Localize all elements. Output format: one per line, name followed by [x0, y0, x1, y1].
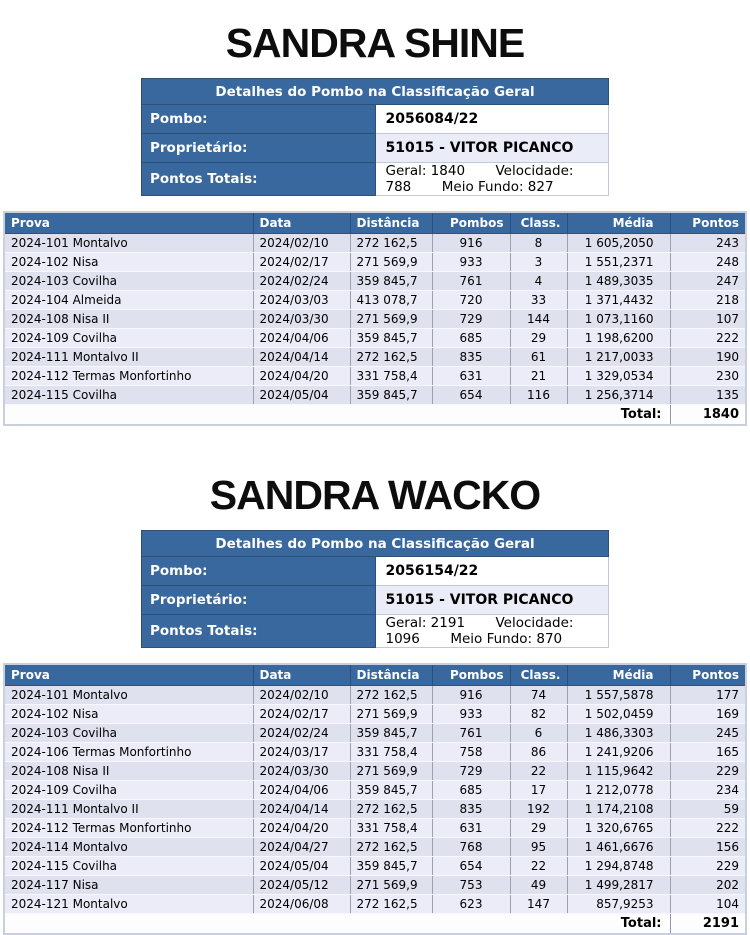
- cell-distancia: 359 845,7: [350, 781, 432, 800]
- cell-data: 2024/04/06: [253, 329, 350, 348]
- cell-pontos: 107: [670, 310, 746, 329]
- table-row: [4, 348, 746, 367]
- cell-media: 1 486,3303: [567, 724, 670, 743]
- cell-prova: 2024-115 Covilha: [4, 386, 253, 405]
- cell-media: 1 073,1160: [567, 310, 670, 329]
- table-row: [4, 800, 746, 819]
- pombo-label: Pombo:: [142, 557, 376, 586]
- cell-data: 2024/03/03: [253, 291, 350, 310]
- cell-class: 82: [510, 705, 567, 724]
- col-media: Média: [567, 664, 670, 686]
- details-row-pombo: [142, 557, 609, 586]
- col-pontos: Pontos: [670, 212, 746, 234]
- cell-media: 1 198,6200: [567, 329, 670, 348]
- cell-distancia: 272 162,5: [350, 895, 432, 914]
- cell-media: 1 174,2108: [567, 800, 670, 819]
- cell-prova: 2024-115 Covilha: [4, 857, 253, 876]
- details-header-row: [142, 531, 609, 557]
- cell-pontos: 135: [670, 386, 746, 405]
- cell-prova: 2024-102 Nisa: [4, 705, 253, 724]
- cell-media: 1 371,4432: [567, 291, 670, 310]
- cell-pombos: 835: [432, 800, 510, 819]
- cell-pombos: 761: [432, 272, 510, 291]
- pigeon-section-sandra-wacko: [0, 452, 750, 935]
- col-data: Data: [253, 212, 350, 234]
- cell-media: 1 489,3035: [567, 272, 670, 291]
- cell-class: 22: [510, 857, 567, 876]
- pontos-totais-label: Pontos Totais:: [142, 615, 376, 648]
- cell-media: 1 115,9642: [567, 762, 670, 781]
- cell-class: 29: [510, 329, 567, 348]
- cell-media: 1 605,2050: [567, 234, 670, 253]
- cell-data: 2024/04/06: [253, 781, 350, 800]
- table-row: [4, 367, 746, 386]
- cell-pombos: 720: [432, 291, 510, 310]
- pombo-value: 2056084/22: [375, 105, 609, 134]
- details-header: Detalhes do Pombo na Classificação Geral: [142, 79, 609, 105]
- cell-distancia: 413 078,7: [350, 291, 432, 310]
- cell-pontos: 234: [670, 781, 746, 800]
- cell-class: 4: [510, 272, 567, 291]
- cell-media: 1 217,0033: [567, 348, 670, 367]
- col-prova: Prova: [4, 664, 253, 686]
- cell-distancia: 271 569,9: [350, 310, 432, 329]
- cell-distancia: 331 758,4: [350, 367, 432, 386]
- cell-distancia: 272 162,5: [350, 686, 432, 705]
- table-row: [4, 234, 746, 253]
- cell-data: 2024/03/17: [253, 743, 350, 762]
- cell-pontos: 165: [670, 743, 746, 762]
- cell-pombos: 729: [432, 762, 510, 781]
- col-data: Data: [253, 664, 350, 686]
- cell-distancia: 359 845,7: [350, 724, 432, 743]
- cell-class: 29: [510, 819, 567, 838]
- cell-data: 2024/02/10: [253, 234, 350, 253]
- cell-class: 95: [510, 838, 567, 857]
- results-table-header: [4, 664, 746, 686]
- cell-pontos: 230: [670, 367, 746, 386]
- cell-data: 2024/02/17: [253, 253, 350, 272]
- cell-pombos: 933: [432, 705, 510, 724]
- cell-distancia: 272 162,5: [350, 800, 432, 819]
- proprietario-value: 51015 - VITOR PICANCO: [375, 134, 609, 163]
- cell-pombos: 768: [432, 838, 510, 857]
- cell-pombos: 685: [432, 329, 510, 348]
- table-row: [4, 253, 746, 272]
- cell-pontos: 222: [670, 329, 746, 348]
- cell-data: 2024/05/04: [253, 386, 350, 405]
- cell-distancia: 331 758,4: [350, 819, 432, 838]
- page-title: SANDRA WACKO: [209, 472, 541, 518]
- cell-prova: 2024-103 Covilha: [4, 724, 253, 743]
- cell-prova: 2024-121 Montalvo: [4, 895, 253, 914]
- pontos-geral: Geral: 1840: [385, 163, 466, 179]
- table-row: [4, 743, 746, 762]
- cell-distancia: 359 845,7: [350, 272, 432, 291]
- details-header-row: [142, 79, 609, 105]
- cell-pombos: 916: [432, 234, 510, 253]
- cell-class: 144: [510, 310, 567, 329]
- cell-pontos: 247: [670, 272, 746, 291]
- pigeon-details-box: [141, 530, 609, 648]
- cell-media: 857,9253: [567, 895, 670, 914]
- cell-class: 192: [510, 800, 567, 819]
- col-prova: Prova: [4, 212, 253, 234]
- cell-prova: 2024-104 Almeida: [4, 291, 253, 310]
- cell-data: 2024/05/04: [253, 857, 350, 876]
- details-row-proprietario: [142, 134, 609, 163]
- cell-pontos: 229: [670, 762, 746, 781]
- cell-prova: 2024-109 Covilha: [4, 329, 253, 348]
- col-distancia: Distância: [350, 664, 432, 686]
- cell-media: 1 461,6676: [567, 838, 670, 857]
- cell-class: 147: [510, 895, 567, 914]
- col-media: Média: [567, 212, 670, 234]
- cell-prova: 2024-111 Montalvo II: [4, 348, 253, 367]
- cell-prova: 2024-114 Montalvo: [4, 838, 253, 857]
- cell-class: 61: [510, 348, 567, 367]
- cell-data: 2024/04/20: [253, 819, 350, 838]
- pontos-velocidade: Velocidade: 1096: [385, 615, 574, 647]
- pombo-label: Pombo:: [142, 105, 376, 134]
- pigeon-section-sandra-shine: [0, 0, 750, 426]
- col-pombos: Pombos: [432, 664, 510, 686]
- cell-data: 2024/02/24: [253, 272, 350, 291]
- cell-distancia: 359 845,7: [350, 329, 432, 348]
- pontos-totais-label: Pontos Totais:: [142, 163, 376, 196]
- cell-data: 2024/02/10: [253, 686, 350, 705]
- cell-media: 1 499,2817: [567, 876, 670, 895]
- cell-pontos: 177: [670, 686, 746, 705]
- cell-distancia: 271 569,9: [350, 762, 432, 781]
- cell-data: 2024/02/24: [253, 724, 350, 743]
- pontos-meio-fundo: Meio Fundo: 870: [450, 631, 563, 647]
- cell-pombos: 623: [432, 895, 510, 914]
- cell-data: 2024/03/30: [253, 310, 350, 329]
- proprietario-label: Proprietário:: [142, 586, 376, 615]
- col-pontos: Pontos: [670, 664, 746, 686]
- cell-data: 2024/04/14: [253, 348, 350, 367]
- cell-data: 2024/04/27: [253, 838, 350, 857]
- cell-pombos: 654: [432, 857, 510, 876]
- cell-class: 22: [510, 762, 567, 781]
- cell-pombos: 753: [432, 876, 510, 895]
- table-row: [4, 819, 746, 838]
- cell-data: 2024/04/14: [253, 800, 350, 819]
- cell-pombos: 685: [432, 781, 510, 800]
- cell-pombos: 835: [432, 348, 510, 367]
- cell-pombos: 933: [432, 253, 510, 272]
- cell-pontos: 229: [670, 857, 746, 876]
- cell-media: 1 320,6765: [567, 819, 670, 838]
- cell-prova: 2024-106 Termas Monfortinho: [4, 743, 253, 762]
- cell-prova: 2024-108 Nisa II: [4, 310, 253, 329]
- cell-distancia: 271 569,9: [350, 876, 432, 895]
- total-label: Total:: [4, 405, 670, 426]
- cell-data: 2024/03/30: [253, 762, 350, 781]
- cell-prova: 2024-117 Nisa: [4, 876, 253, 895]
- cell-pontos: 245: [670, 724, 746, 743]
- cell-distancia: 359 845,7: [350, 386, 432, 405]
- table-row: [4, 705, 746, 724]
- cell-media: 1 256,3714: [567, 386, 670, 405]
- results-table-body: [4, 686, 746, 914]
- table-row: [4, 272, 746, 291]
- table-row: [4, 781, 746, 800]
- details-row-proprietario: [142, 586, 609, 615]
- details-row-pontos-totais: [142, 163, 609, 196]
- cell-data: 2024/05/12: [253, 876, 350, 895]
- cell-data: 2024/04/20: [253, 367, 350, 386]
- cell-prova: 2024-101 Montalvo: [4, 234, 253, 253]
- cell-class: 33: [510, 291, 567, 310]
- pombo-value: 2056154/22: [375, 557, 609, 586]
- table-row: [4, 686, 746, 705]
- cell-pontos: 169: [670, 705, 746, 724]
- cell-prova: 2024-108 Nisa II: [4, 762, 253, 781]
- pontos-totais-value: [375, 615, 609, 648]
- cell-pontos: 222: [670, 819, 746, 838]
- cell-media: 1 502,0459: [567, 705, 670, 724]
- cell-pombos: 654: [432, 386, 510, 405]
- cell-class: 86: [510, 743, 567, 762]
- proprietario-value: 51015 - VITOR PICANCO: [375, 586, 609, 615]
- table-row: [4, 857, 746, 876]
- results-table-body: [4, 234, 746, 405]
- cell-pontos: 202: [670, 876, 746, 895]
- cell-pombos: 631: [432, 819, 510, 838]
- results-table: [3, 211, 747, 426]
- results-table-footer: [4, 405, 746, 426]
- details-row-pontos-totais: [142, 615, 609, 648]
- cell-pontos: 156: [670, 838, 746, 857]
- cell-pontos: 243: [670, 234, 746, 253]
- results-table: [3, 663, 747, 935]
- pontos-velocidade: Velocidade: 788: [385, 163, 574, 195]
- col-class: Class.: [510, 212, 567, 234]
- cell-pontos: 59: [670, 800, 746, 819]
- cell-prova: 2024-101 Montalvo: [4, 686, 253, 705]
- cell-data: 2024/06/08: [253, 895, 350, 914]
- table-row: [4, 310, 746, 329]
- cell-media: 1 329,0534: [567, 367, 670, 386]
- cell-media: 1 551,2371: [567, 253, 670, 272]
- table-row: [4, 838, 746, 857]
- table-row: [4, 329, 746, 348]
- cell-pombos: 631: [432, 367, 510, 386]
- total-value: 2191: [670, 914, 746, 935]
- table-row: [4, 876, 746, 895]
- cell-class: 74: [510, 686, 567, 705]
- cell-prova: 2024-111 Montalvo II: [4, 800, 253, 819]
- cell-pombos: 916: [432, 686, 510, 705]
- cell-prova: 2024-103 Covilha: [4, 272, 253, 291]
- cell-pombos: 729: [432, 310, 510, 329]
- pontos-geral: Geral: 2191: [385, 615, 466, 631]
- cell-media: 1 294,8748: [567, 857, 670, 876]
- cell-prova: 2024-112 Termas Monfortinho: [4, 367, 253, 386]
- total-label: Total:: [4, 914, 670, 935]
- results-table-header: [4, 212, 746, 234]
- cell-distancia: 331 758,4: [350, 743, 432, 762]
- cell-pontos: 190: [670, 348, 746, 367]
- cell-pombos: 758: [432, 743, 510, 762]
- cell-pontos: 248: [670, 253, 746, 272]
- cell-media: 1 241,9206: [567, 743, 670, 762]
- col-pombos: Pombos: [432, 212, 510, 234]
- table-row: [4, 386, 746, 405]
- cell-media: 1 212,0778: [567, 781, 670, 800]
- total-value: 1840: [670, 405, 746, 426]
- cell-distancia: 271 569,9: [350, 705, 432, 724]
- cell-pontos: 104: [670, 895, 746, 914]
- cell-class: 17: [510, 781, 567, 800]
- cell-media: 1 557,5878: [567, 686, 670, 705]
- cell-prova: 2024-109 Covilha: [4, 781, 253, 800]
- cell-distancia: 272 162,5: [350, 234, 432, 253]
- cell-data: 2024/02/17: [253, 705, 350, 724]
- cell-class: 8: [510, 234, 567, 253]
- proprietario-label: Proprietário:: [142, 134, 376, 163]
- cell-class: 3: [510, 253, 567, 272]
- table-row: [4, 291, 746, 310]
- col-class: Class.: [510, 664, 567, 686]
- details-header: Detalhes do Pombo na Classificação Geral: [142, 531, 609, 557]
- cell-prova: 2024-102 Nisa: [4, 253, 253, 272]
- results-table-footer: [4, 914, 746, 935]
- cell-prova: 2024-112 Termas Monfortinho: [4, 819, 253, 838]
- page-title: SANDRA SHINE: [225, 20, 525, 66]
- table-row: [4, 724, 746, 743]
- pontos-totais-value: [375, 163, 609, 196]
- col-distancia: Distância: [350, 212, 432, 234]
- cell-distancia: 272 162,5: [350, 838, 432, 857]
- cell-distancia: 272 162,5: [350, 348, 432, 367]
- cell-class: 21: [510, 367, 567, 386]
- cell-distancia: 271 569,9: [350, 253, 432, 272]
- pigeon-details-box: [141, 78, 609, 196]
- cell-pontos: 218: [670, 291, 746, 310]
- cell-distancia: 359 845,7: [350, 857, 432, 876]
- table-row: [4, 762, 746, 781]
- cell-class: 116: [510, 386, 567, 405]
- pontos-meio-fundo: Meio Fundo: 827: [441, 179, 554, 195]
- cell-pombos: 761: [432, 724, 510, 743]
- details-row-pombo: [142, 105, 609, 134]
- cell-class: 49: [510, 876, 567, 895]
- cell-class: 6: [510, 724, 567, 743]
